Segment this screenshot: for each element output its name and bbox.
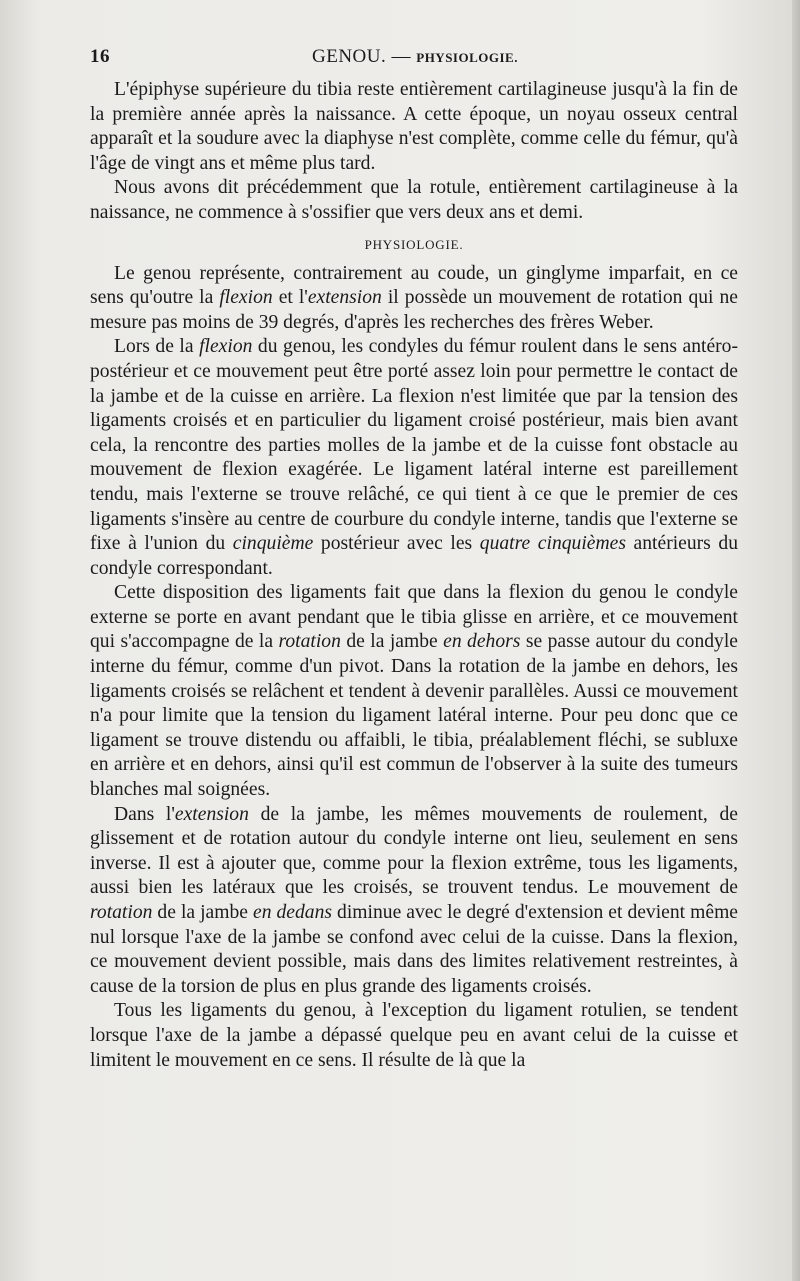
text-run: du genou, les condyles du fémur roulent dans le sens antéro-postérieur et ce mouvement peut être porté assez loin pour permettre le contact de la jambe et de la cuisse en arrière. La flexion n'est limitée que par la tension des ligaments croisés et en particulier du ligament croisé postérieur, mais bien avant cela, la rencontre des parties molles de la jambe et de la cuisse font obstacle au mouvement de flexion exagérée. Le ligament latéral interne est pareillement tendu, mais l'externe se trouve relâché, ce qui tient à ce que le premier de ces ligaments s'insère au centre de courbure du condyle interne, tandis que l'externe se fixe à l'union du [90, 336, 738, 555]
page-body [90, 78, 738, 1073]
text-run: antérieurs du condyle correspondant. [90, 533, 739, 579]
italic-term: en dehors [443, 631, 521, 653]
running-title-dash: — [391, 46, 411, 67]
paragraph-extension [90, 803, 738, 1000]
italic-term: rotation [90, 902, 153, 923]
page-header [90, 40, 738, 70]
text-run: de la jambe [340, 631, 444, 653]
text-run: de la jambe, les mêmes mouvements de roulement, de glissement et de rotation autour du condyle interne ont lieu, seulement en sens inverse. Il est à ajouter que, comme pour la flexion extrême, tous les ligaments, aussi bien les latéraux que les croisés, se trouvent tendus. Le mouvement de [90, 803, 738, 899]
italic-term: extension [174, 803, 249, 825]
italic-term: en dedans [253, 902, 333, 923]
paragraph-flexion [90, 335, 738, 581]
running-title-main: GENOU. [312, 46, 387, 67]
text-run: diminue avec le degré d'extension et devient même nul lorsque l'axe de la jambe se confond avec celui de la cuisse. Dans la flexion, ce mouvement devient possible, mais dans des limites relativement restreintes, à cause de la torsion de plus en plus grande des ligaments croisés. [90, 902, 739, 997]
italic-term: extension [307, 287, 382, 309]
running-title-sub: PHYSIOLOGIE. [416, 50, 518, 65]
text-run: Lors de la [114, 336, 200, 358]
text-run: Le genou représente, contrairement au coude, un ginglyme imparfait, en ce sens qu'outre la [90, 262, 738, 309]
italic-term: quatre cinquièmes [479, 533, 626, 555]
italic-term: flexion [219, 287, 273, 309]
page-number: 16 [90, 46, 110, 67]
text-run: et l' [272, 287, 308, 309]
text-run: Dans l' [114, 803, 175, 825]
text-run: il possède un mouvement de rotation qui ne mesure pas moins de 39 degrés, d'après les recherches des frères Weber. [90, 287, 739, 333]
text-run: Cette disposition des ligaments fait que dans la flexion du genou le condyle externe se porte en avant pendant que le tibia glisse en arrière, et ce mouvement qui s'accompagne de la [90, 582, 738, 653]
paragraph-ligaments: Tous les ligaments du genou, à l'exception du ligament rotulien, se tendent lorsque l'axe de la jambe a dépassé quelque peu en avant celui de la cuisse et limitent le mouvement en ce sens. Il résulte de là que la [90, 1000, 738, 1071]
text-run: de la jambe [152, 902, 253, 923]
text-run: postérieur avec les [313, 533, 480, 555]
italic-term: rotation [278, 631, 341, 653]
paragraph-rotation-dehors [90, 581, 738, 802]
section-title: PHYSIOLOGIE. [364, 236, 464, 252]
page-edge-shadow [792, 0, 800, 1281]
paragraph-rotule: Nous avons dit précédemment que la rotule, entièrement cartilagineuse à la naissance, ne commence à s'ossifier que vers deux ans et demi. [90, 177, 738, 223]
running-title [312, 46, 518, 68]
text-run: se passe autour du condyle interne du fémur, comme d'un pivot. Dans la rotation de la jambe en dehors, les ligaments croisés se relâchent et tendent à devenir parallèles. Aussi ce mouvement n'a pour limite que la tension du ligament latéral interne. Pour peu donc que ce ligament se trouve distendu ou affaibli, le tibia, préalablement fléchi, se subluxe en arrière et en dehors, ainsi qu'il est commun de l'observer à la suite des tumeurs blanches mal soignées. [90, 631, 738, 801]
paragraph-ginglyme [90, 262, 738, 336]
italic-term: flexion [199, 336, 253, 358]
paragraph-epiphyse: L'épiphyse supérieure du tibia reste entièrement cartilagineuse jusqu'à la fin de la première année après la naissance. A cette époque, un noyau osseux central apparaît et la soudure avec la diaphyse n'est complète, comme celle du fémur, qu'à l'âge de vingt ans et même plus tard. [90, 79, 738, 174]
italic-term: cinquième [232, 533, 314, 555]
